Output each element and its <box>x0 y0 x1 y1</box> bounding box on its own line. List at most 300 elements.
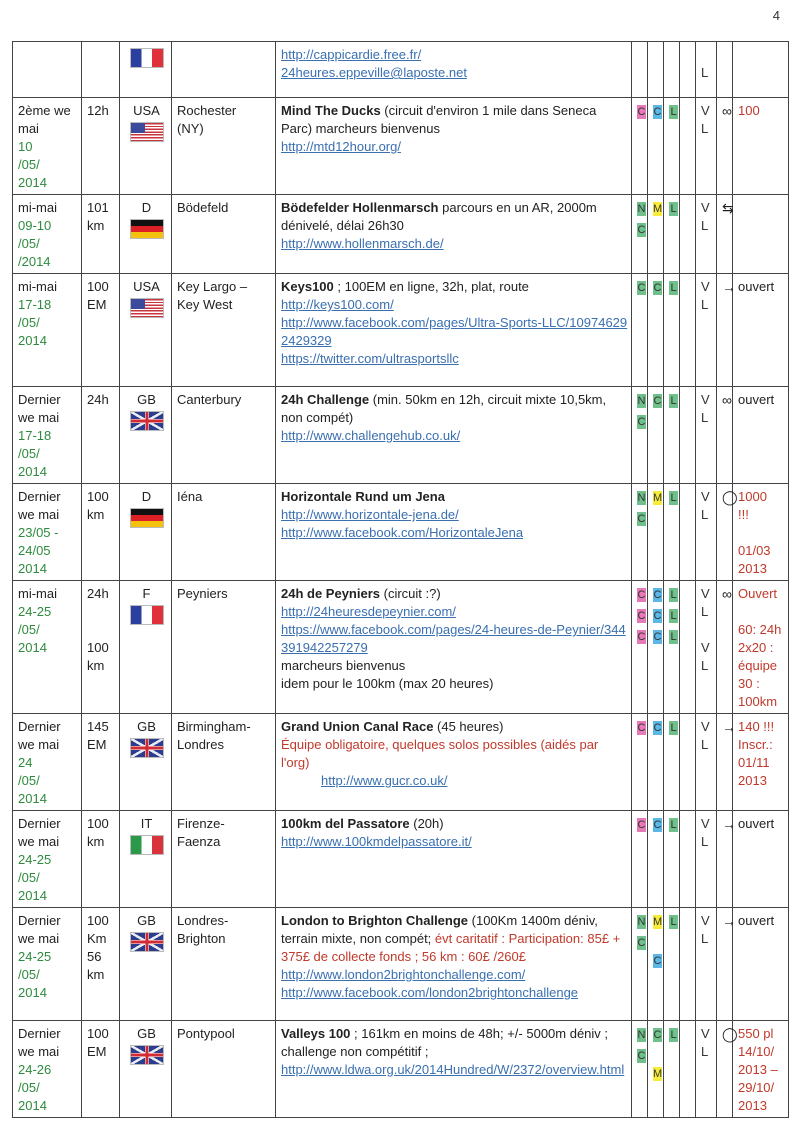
category-cell <box>680 98 696 195</box>
category-tag: L <box>670 916 677 928</box>
event-link[interactable]: http://www.challengehub.co.uk/ <box>281 428 461 443</box>
course-type-cell <box>717 484 738 581</box>
info-cell <box>733 98 789 195</box>
category-cell <box>632 811 648 908</box>
place-cell <box>172 484 276 581</box>
date-cell <box>13 714 82 811</box>
category-cell <box>664 387 680 484</box>
course-type-cell <box>717 714 736 811</box>
category-tag: C <box>653 1029 662 1041</box>
vl-text: L <box>701 834 709 849</box>
loop-icon: ∞ <box>722 392 732 408</box>
event-details: (circuit :?) <box>380 586 441 601</box>
category-tag: C <box>653 589 662 601</box>
date-text: Dernier <box>18 1026 61 1041</box>
place-text: Londres- <box>177 913 229 928</box>
category-cell <box>632 195 648 274</box>
event-title: Horizontale Rund um Jena <box>281 489 445 504</box>
event-link[interactable]: http://mtd12hour.org/ <box>281 139 401 154</box>
category-tag: L <box>670 106 677 118</box>
distance-text: 100 <box>87 913 109 928</box>
vl-cell <box>696 581 717 714</box>
category-tag: L <box>670 589 677 601</box>
date-text: 2ème we <box>18 103 71 118</box>
country-code: D <box>141 489 152 504</box>
vl-cell <box>696 811 717 908</box>
date-value: 2014 <box>18 561 47 576</box>
country-cell <box>120 714 172 811</box>
category-tag: C <box>653 631 662 643</box>
category-cell <box>680 42 696 98</box>
category-tag: C <box>637 589 646 601</box>
category-cell <box>632 908 648 1021</box>
category-cell <box>648 581 664 714</box>
date-text: mi-mai <box>18 586 57 601</box>
category-cell <box>680 484 696 581</box>
category-cell <box>664 484 680 581</box>
event-title: Valleys 100 <box>281 1026 351 1041</box>
category-cell <box>648 811 664 908</box>
event-link[interactable]: http://www.100kmdelpassatore.it/ <box>281 834 472 849</box>
country-code: F <box>142 586 151 601</box>
description-cell <box>276 714 632 811</box>
place-cell <box>172 714 276 811</box>
table-row <box>13 1021 789 1118</box>
vl-text: V <box>701 200 710 215</box>
category-tag: C <box>637 631 646 643</box>
category-cell <box>648 42 664 98</box>
info-text: ouvert <box>738 392 775 407</box>
course-type-cell <box>717 811 736 908</box>
description-cell <box>276 274 632 387</box>
category-tag: C <box>637 224 646 236</box>
description-cell <box>276 484 632 581</box>
category-cell <box>632 274 648 387</box>
date-value: 10 <box>18 139 33 154</box>
distance-text: 56 <box>87 949 102 964</box>
distance-cell <box>82 195 120 274</box>
date-value: 23/05 - <box>18 525 59 540</box>
distance-text: km <box>87 218 105 233</box>
category-cell <box>680 195 696 274</box>
event-details: (45 heures) <box>433 719 504 734</box>
date-value: 2014 <box>18 985 47 1000</box>
vl-cell <box>696 42 717 98</box>
place-text: Iéna <box>177 489 203 504</box>
place-text: Bödefeld <box>177 200 229 215</box>
date-value: 09-10 <box>18 218 52 233</box>
distance-text: 145 <box>87 719 109 734</box>
place-text: Firenze- <box>177 816 225 831</box>
category-cell <box>648 1021 664 1118</box>
event-link[interactable]: http://cappicardie.free.fr/ <box>281 47 422 62</box>
course-type-cell <box>717 274 736 387</box>
category-tag: M <box>653 1068 663 1080</box>
flag-icon <box>130 1045 164 1065</box>
event-link[interactable]: http://www.hollenmarsch.de/ <box>281 236 444 251</box>
vl-text: L <box>701 297 709 312</box>
place-cell <box>172 274 276 387</box>
info-cell <box>733 811 789 908</box>
date-value: 17-18 <box>18 428 52 443</box>
place-text: Key Largo – <box>177 279 248 294</box>
date-text: mai <box>18 121 39 136</box>
point-to-point-icon: → <box>722 816 736 832</box>
place-text: Pontypool <box>177 1026 235 1041</box>
table-row <box>13 274 789 387</box>
info-text: 14/10/ <box>738 1044 775 1059</box>
date-text: we mai <box>18 410 60 425</box>
vl-text: V <box>701 392 710 407</box>
country-cell <box>120 274 172 387</box>
date-cell <box>13 908 82 1021</box>
event-title: Grand Union Canal Race <box>281 719 434 734</box>
category-tag: L <box>670 395 677 407</box>
category-cell <box>648 484 664 581</box>
info-text <box>738 603 785 621</box>
distance-text: 100 <box>87 640 109 655</box>
event-link[interactable]: http://www.horizontale-jena.de/ <box>281 507 459 522</box>
course-type-cell <box>717 98 733 195</box>
place-cell <box>172 387 276 484</box>
vl-text: L <box>701 737 709 752</box>
vl-text: L <box>701 604 709 619</box>
vl-cell <box>696 484 717 581</box>
distance-text: 12h <box>87 103 109 118</box>
category-cell <box>648 714 664 811</box>
category-tag: L <box>670 492 677 504</box>
date-value: /05/ <box>18 622 40 637</box>
vl-text: V <box>701 816 710 831</box>
vl-text: L <box>701 410 709 425</box>
vl-text: L <box>701 65 709 80</box>
event-description <box>281 199 628 235</box>
table-row <box>13 98 789 195</box>
info-text: 2x20 : <box>738 640 774 655</box>
place-cell <box>172 195 276 274</box>
event-title: 100km del Passatore <box>281 816 410 831</box>
category-cell <box>648 274 664 387</box>
place-text: (NY) <box>177 121 204 136</box>
date-value: 2014 <box>18 464 47 479</box>
date-value: 2014 <box>18 175 47 190</box>
info-cell <box>733 714 789 811</box>
info-text: 01/03 <box>738 543 771 558</box>
distance-text: 24h <box>87 392 109 407</box>
info-text: !!! <box>738 507 749 522</box>
description-cell <box>276 387 632 484</box>
course-type-cell <box>717 1021 738 1118</box>
date-cell <box>13 274 82 387</box>
vl-cell <box>696 274 717 387</box>
events-table <box>12 41 789 1118</box>
info-text: Inscr.: <box>738 737 773 752</box>
event-link[interactable]: http://www.london2brightonchallenge.com/ <box>281 967 526 982</box>
distance-text: 100 <box>87 489 109 504</box>
flag-icon <box>130 508 164 528</box>
event-text: idem pour le 100km (max 20 heures) <box>281 676 494 691</box>
description-cell <box>276 98 632 195</box>
date-value: /05/ <box>18 870 40 885</box>
date-cell <box>13 581 82 714</box>
course-type-cell <box>717 387 733 484</box>
date-value: 2014 <box>18 791 47 806</box>
category-tag: L <box>670 722 677 734</box>
date-value: /05/ <box>18 315 40 330</box>
country-cell <box>120 908 172 1021</box>
category-tag: C <box>653 610 662 622</box>
date-value: /05/ <box>18 773 40 788</box>
info-cell <box>733 42 789 98</box>
vl-cell <box>696 195 717 274</box>
country-code: GB <box>137 1026 156 1041</box>
category-tag: C <box>637 282 646 294</box>
country-code: GB <box>137 719 156 734</box>
info-text: 60: 24h <box>738 622 782 637</box>
info-cell <box>733 1021 789 1118</box>
distance-cell <box>82 98 120 195</box>
category-cell <box>632 714 648 811</box>
vl-text <box>701 46 713 64</box>
date-cell <box>13 98 82 195</box>
course-type-cell <box>717 581 733 714</box>
point-to-point-icon: → <box>722 719 736 735</box>
category-cell <box>664 195 680 274</box>
date-value: 2014 <box>18 640 47 655</box>
vl-text <box>701 621 713 639</box>
description-cell <box>276 581 632 714</box>
vl-cell <box>696 98 717 195</box>
table-row <box>13 714 789 811</box>
category-cell <box>680 908 696 1021</box>
event-title: 24h de Peyniers <box>281 586 380 601</box>
category-tag: N <box>637 1029 646 1041</box>
place-text: Rochester <box>177 103 237 118</box>
flag-icon <box>130 219 164 239</box>
date-value: 24-26 <box>18 1062 52 1077</box>
place-text: Birmingham- <box>177 719 251 734</box>
event-link[interactable]: http://keys100.com/ <box>281 297 394 312</box>
place-text: Brighton <box>177 931 226 946</box>
date-text: Dernier <box>18 816 61 831</box>
info-text: 2013 – <box>738 1062 778 1077</box>
vl-text: V <box>701 913 710 928</box>
date-cell <box>13 195 82 274</box>
category-cell <box>632 387 648 484</box>
info-text: 550 pl <box>738 1026 774 1041</box>
place-cell <box>172 908 276 1021</box>
date-value: 24 <box>18 755 33 770</box>
distance-text: km <box>87 967 105 982</box>
info-text: 30 : <box>738 676 760 691</box>
course-type-cell <box>717 908 736 1021</box>
spacer <box>653 933 660 951</box>
event-description <box>281 912 628 966</box>
place-text: Londres <box>177 737 224 752</box>
event-details: (min. 50km en 12h, circuit mixte 10,5km, non compét) <box>281 392 607 425</box>
event-link[interactable]: http://www.ldwa.org.uk/2014Hundred/W/2372/overview.html <box>281 1062 625 1077</box>
category-cell <box>680 1021 696 1118</box>
country-code: USA <box>133 279 160 294</box>
date-text: we mai <box>18 1044 60 1059</box>
flag-icon <box>130 738 164 758</box>
vl-text: V <box>701 640 710 655</box>
event-details: parcours en un AR, 2000m dénivelé, délai 26h30 <box>281 200 597 233</box>
flag-icon <box>130 48 164 68</box>
distance-cell <box>82 387 120 484</box>
vl-text: L <box>701 931 709 946</box>
category-tag: L <box>670 610 677 622</box>
distance-text: 100 <box>87 1026 109 1041</box>
country-code: GB <box>137 913 156 928</box>
date-text: mi-mai <box>18 279 57 294</box>
info-text: ouvert <box>738 279 775 294</box>
vl-text: V <box>701 279 710 294</box>
date-cell <box>13 42 82 98</box>
info-text: ouvert <box>738 913 775 928</box>
date-value: 24/05 <box>18 543 51 558</box>
country-cell <box>120 1021 172 1118</box>
category-cell <box>648 195 664 274</box>
point-to-point-icon: → <box>722 913 736 929</box>
event-details: (circuit d'environ 1 mile dans Seneca Parc) marcheurs bienvenus <box>281 103 597 136</box>
event-link[interactable]: 24heures.eppeville@laposte.net <box>281 65 467 80</box>
event-link[interactable]: https://twitter.com/ultrasportsllc <box>281 351 459 366</box>
place-cell <box>172 42 276 98</box>
place-text: Key West <box>177 297 233 312</box>
category-tag: C <box>637 513 646 525</box>
place-cell <box>172 581 276 714</box>
country-cell <box>120 387 172 484</box>
event-link[interactable]: https://www.facebook.com/pages/24-heures-de-Peynier/344391942257279 <box>281 622 626 655</box>
category-cell <box>648 908 664 1021</box>
distance-cell <box>82 714 120 811</box>
event-description <box>281 815 628 833</box>
info-text: ouvert <box>738 816 775 831</box>
date-value: /2014 <box>18 254 51 269</box>
date-value: /05/ <box>18 1080 40 1095</box>
vl-text: L <box>701 218 709 233</box>
date-text: we mai <box>18 834 60 849</box>
info-cell <box>733 387 789 484</box>
vl-cell <box>696 1021 717 1118</box>
event-note: évt caritatif : Participation: 85£ + 375£ de collecte fonds ; 56 km : 60£ /260£ <box>281 931 621 964</box>
distance-text <box>87 603 116 621</box>
course-type-cell <box>717 42 733 98</box>
category-cell <box>664 42 680 98</box>
category-tag: C <box>653 282 662 294</box>
description-cell <box>276 1021 632 1118</box>
date-cell <box>13 484 82 581</box>
event-link[interactable]: http://www.facebook.com/pages/Ultra-Sports-LLC/109746292429329 <box>281 315 628 348</box>
category-tag: N <box>637 203 646 215</box>
distance-text: 101 <box>87 200 109 215</box>
distance-text: Km <box>87 931 107 946</box>
vl-text: L <box>701 507 709 522</box>
category-cell <box>648 387 664 484</box>
distance-cell <box>82 484 120 581</box>
event-link[interactable]: http://www.facebook.com/london2brightonchallenge <box>281 985 579 1000</box>
table-row <box>13 484 789 581</box>
vl-text: L <box>701 121 709 136</box>
date-value: 24-25 <box>18 604 52 619</box>
place-cell <box>172 98 276 195</box>
category-tag: L <box>670 282 677 294</box>
info-text: 2013 <box>738 773 767 788</box>
vl-text: V <box>701 586 710 601</box>
category-cell <box>664 1021 680 1118</box>
info-text: 2013 <box>738 1098 767 1113</box>
circuit-icon: ◯ <box>722 1026 738 1042</box>
category-tag: C <box>637 1050 646 1062</box>
category-tag: C <box>637 610 646 622</box>
date-text: Dernier <box>18 719 61 734</box>
info-text: Ouvert <box>738 586 778 601</box>
category-cell <box>664 908 680 1021</box>
date-value: 17-18 <box>18 297 52 312</box>
date-text: mi-mai <box>18 200 57 215</box>
category-tag: L <box>670 1029 677 1041</box>
country-cell <box>120 811 172 908</box>
category-tag: C <box>637 937 646 949</box>
info-text: 1000 <box>738 489 767 504</box>
category-cell <box>680 714 696 811</box>
event-link[interactable]: http://24heuresdepeynier.com/ <box>281 604 456 619</box>
event-title: 24h Challenge <box>281 392 370 407</box>
date-text: Dernier <box>18 392 61 407</box>
country-code: IT <box>140 816 153 831</box>
info-text: 01/11 <box>738 755 770 770</box>
category-tag: N <box>637 492 646 504</box>
flag-icon <box>130 411 164 431</box>
date-cell <box>13 387 82 484</box>
distance-text: km <box>87 658 105 673</box>
category-tag: C <box>653 106 662 118</box>
event-description <box>281 718 628 736</box>
place-text: Faenza <box>177 834 221 849</box>
event-link[interactable]: http://www.facebook.com/HorizontaleJena <box>281 525 524 540</box>
distance-text: km <box>87 834 105 849</box>
category-cell <box>632 484 648 581</box>
vl-cell <box>696 908 717 1021</box>
date-text: we mai <box>18 931 60 946</box>
page-number: 4 <box>772 8 780 23</box>
place-cell <box>172 811 276 908</box>
info-text: équipe <box>738 658 778 673</box>
event-description <box>281 1025 628 1061</box>
date-value: 2014 <box>18 1098 47 1113</box>
date-value: /05/ <box>18 236 40 251</box>
place-text: Peyniers <box>177 586 228 601</box>
category-tag: C <box>653 395 662 407</box>
category-cell <box>664 274 680 387</box>
event-description <box>281 278 628 296</box>
round-trip-icon: ⇆ <box>722 200 734 216</box>
description-cell <box>276 811 632 908</box>
description-cell <box>276 42 632 98</box>
category-cell <box>680 581 696 714</box>
date-text: Dernier <box>18 489 61 504</box>
event-title: Keys100 <box>281 279 334 294</box>
vl-cell <box>696 387 717 484</box>
event-details: ; 161km en moins de 48h; +/- 5000m déniv ; challenge non compétitif ; <box>281 1026 609 1059</box>
event-description <box>281 585 628 603</box>
category-tag: L <box>670 631 677 643</box>
event-link[interactable]: http://www.gucr.co.uk/ <box>321 773 448 788</box>
description-cell <box>276 195 632 274</box>
flag-icon <box>130 605 164 625</box>
country-cell <box>120 484 172 581</box>
